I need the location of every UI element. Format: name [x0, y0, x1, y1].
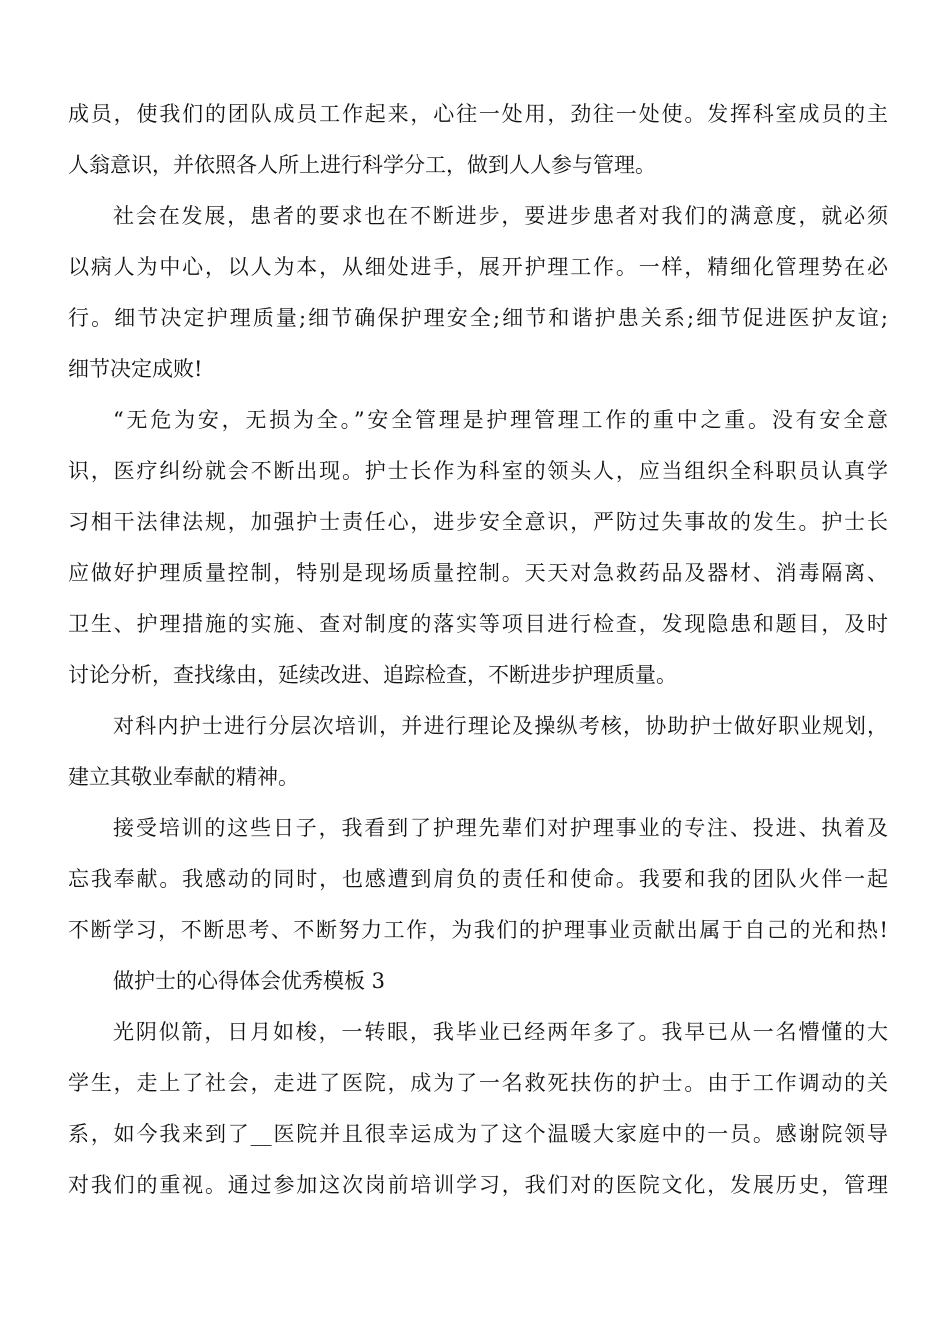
text-line: 细节决定成败!	[68, 357, 203, 381]
text-line: 识，医疗纠纷就会不断出现。护士长作为科室的领头人，应当组织全科职员认真学	[68, 459, 888, 483]
text-line: 习相干法律法规，加强护士责任心，进步安全意识，严防过失事故的发生。护士长	[68, 510, 888, 534]
text-line: 讨论分析，查找缘由，延续改进、追踪检查，不断进步护理质量。	[68, 663, 677, 687]
text-line: 以病人为中心，以人为本，从细处进手，展开护理工作。一样，精细化管理势在必	[68, 255, 888, 279]
text-line: 忘我奉献。我感动的同时，也感遭到肩负的责任和使命。我要和我的团队火伴一起	[68, 867, 888, 891]
section-heading: 做护士的心得体会优秀模板 3	[113, 969, 386, 993]
text-line: 对科内护士进行分层次培训，并进行理论及操纵考核，协助护士做好职业规划，	[113, 714, 888, 738]
text-line: 成员，使我们的团队成员工作起来，心往一处用，劲往一处使。发挥科室成员的主	[68, 102, 888, 126]
text-line: 不断学习，不断思考、不断努力工作，为我们的护理事业贡献出属于自己的光和热!	[68, 918, 888, 942]
text-line: 社会在发展，患者的要求也在不断进步，要进步患者对我们的满意度，就必须	[113, 204, 888, 228]
text-line: “无危为安，无损为全。”安全管理是护理管理工作的重中之重。没有安全意	[113, 408, 888, 432]
text-line: 人翁意识，并依照各人所上进行科学分工，做到人人参与管理。	[68, 153, 656, 177]
text-line: 建立其敬业奉献的精神。	[68, 765, 299, 789]
text-line: 学生，走上了社会，走进了医院，成为了一名救死扶伤的护士。由于工作调动的关	[68, 1071, 888, 1095]
text-line: 卫生、护理措施的实施、查对制度的落实等项目进行检查，发现隐患和题目，及时	[68, 612, 888, 636]
text-line: 光阴似箭，日月如梭，一转眼，我毕业已经两年多了。我早已从一名懵懂的大	[113, 1020, 888, 1044]
text-line: 接受培训的这些日子，我看到了护理先辈们对护理事业的专注、投进、执着及	[113, 816, 888, 840]
text-line: 系，如今我来到了__医院并且很幸运成为了这个温暖大家庭中的一员。感谢院领导	[68, 1122, 888, 1146]
text-line: 行。细节决定护理质量;细节确保护理安全;细节和谐护患关系;细节促进医护友谊;	[68, 306, 888, 330]
text-line: 对我们的重视。通过参加这次岗前培训学习，我们对的医院文化，发展历史，管理	[68, 1173, 888, 1197]
text-line: 应做好护理质量控制，特别是现场质量控制。天天对急救药品及器材、消毒隔离、	[68, 561, 888, 585]
